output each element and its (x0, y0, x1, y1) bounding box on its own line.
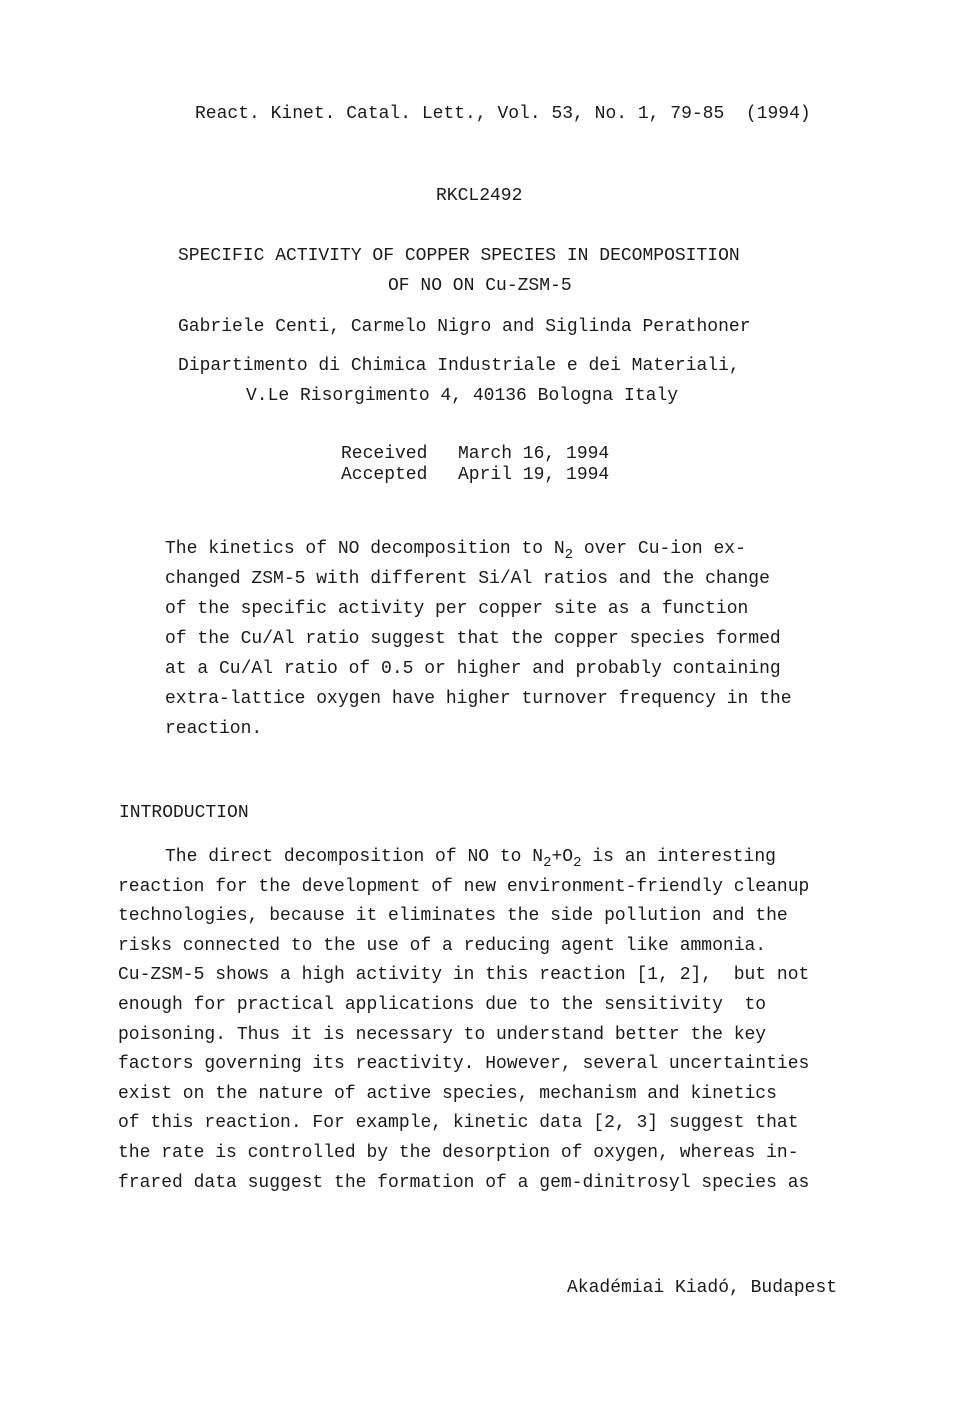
body-line: risks connected to the use of a reducing agent like ammonia. (118, 935, 767, 956)
abstract-line: of the specific activity per copper site as a function (165, 599, 749, 619)
body-line: frared data suggest the formation of a gem-dinitrosyl species as (118, 1172, 810, 1193)
abstract-line: reaction. (165, 719, 263, 739)
journal-reference: React. Kinet. Catal. Lett., Vol. 53, No. 1, 79-85 (1994) (195, 104, 811, 124)
section-heading-introduction: INTRODUCTION (119, 803, 249, 823)
author-list: Gabriele Centi, Carmelo Nigro and Siglinda Perathoner (178, 317, 751, 337)
body-text: is an interesting (581, 847, 776, 867)
affiliation-line-1: Dipartimento di Chimica Industriale e dei Materiali, (178, 356, 740, 376)
body-line: poisoning. Thus it is necessary to understand better the key (118, 1024, 767, 1045)
subscript: 2 (564, 547, 574, 563)
body-line: exist on the nature of active species, mechanism and kinetics (118, 1083, 777, 1104)
abstract-line: extra-lattice oxygen have higher turnover frequency in the (165, 689, 792, 709)
article-title-line-1: SPECIFIC ACTIVITY OF COPPER SPECIES IN DECOMPOSITION (178, 246, 740, 266)
subscript: 2 (573, 855, 582, 871)
body-line: technologies, because it eliminates the side pollution and the (118, 906, 788, 927)
body-line: of this reaction. For example, kinetic data [2, 3] suggest that (118, 1113, 799, 1134)
introduction-body (118, 843, 868, 1198)
affiliation-line-2: V.Le Risorgimento 4, 40136 Bologna Italy (246, 386, 679, 406)
article-code: RKCL2492 (436, 186, 523, 206)
body-line: enough for practical applications due to the sensitivity to (118, 994, 767, 1015)
abstract-text: over Cu-ion ex- (573, 539, 746, 559)
abstract-line (165, 534, 855, 564)
submission-dates (341, 444, 609, 486)
body-text: The direct decomposition of NO to N (165, 847, 544, 867)
body-line: the rate is controlled by the desorption of oxygen, whereas in- (118, 1142, 799, 1163)
body-line: factors governing its reactivity. However, several uncertainties (118, 1054, 810, 1075)
accepted-date: April 19, 1994 (458, 465, 610, 485)
abstract (165, 534, 855, 744)
publisher-footer: Akadémiai Kiadó, Budapest (567, 1278, 838, 1298)
received-label: Received (341, 444, 428, 464)
subscript: 2 (543, 855, 552, 871)
article-title-line-2: OF NO ON Cu-ZSM-5 (388, 276, 572, 296)
body-line: Cu-ZSM-5 shows a high activity in this reaction [1, 2], but not (118, 965, 810, 986)
abstract-line: of the Cu/Al ratio suggest that the copper species formed (165, 629, 781, 649)
body-line (118, 843, 868, 873)
body-text: +O (551, 847, 574, 867)
abstract-text: The kinetics of NO decomposition to N (165, 539, 565, 559)
body-line: reaction for the development of new environment-friendly cleanup (118, 876, 810, 897)
abstract-line: at a Cu/Al ratio of 0.5 or higher and probably containing (165, 659, 781, 679)
received-date: March 16, 1994 (458, 444, 610, 464)
accepted-label: Accepted (341, 465, 428, 485)
abstract-line: changed ZSM-5 with different Si/Al ratios and the change (165, 569, 770, 589)
